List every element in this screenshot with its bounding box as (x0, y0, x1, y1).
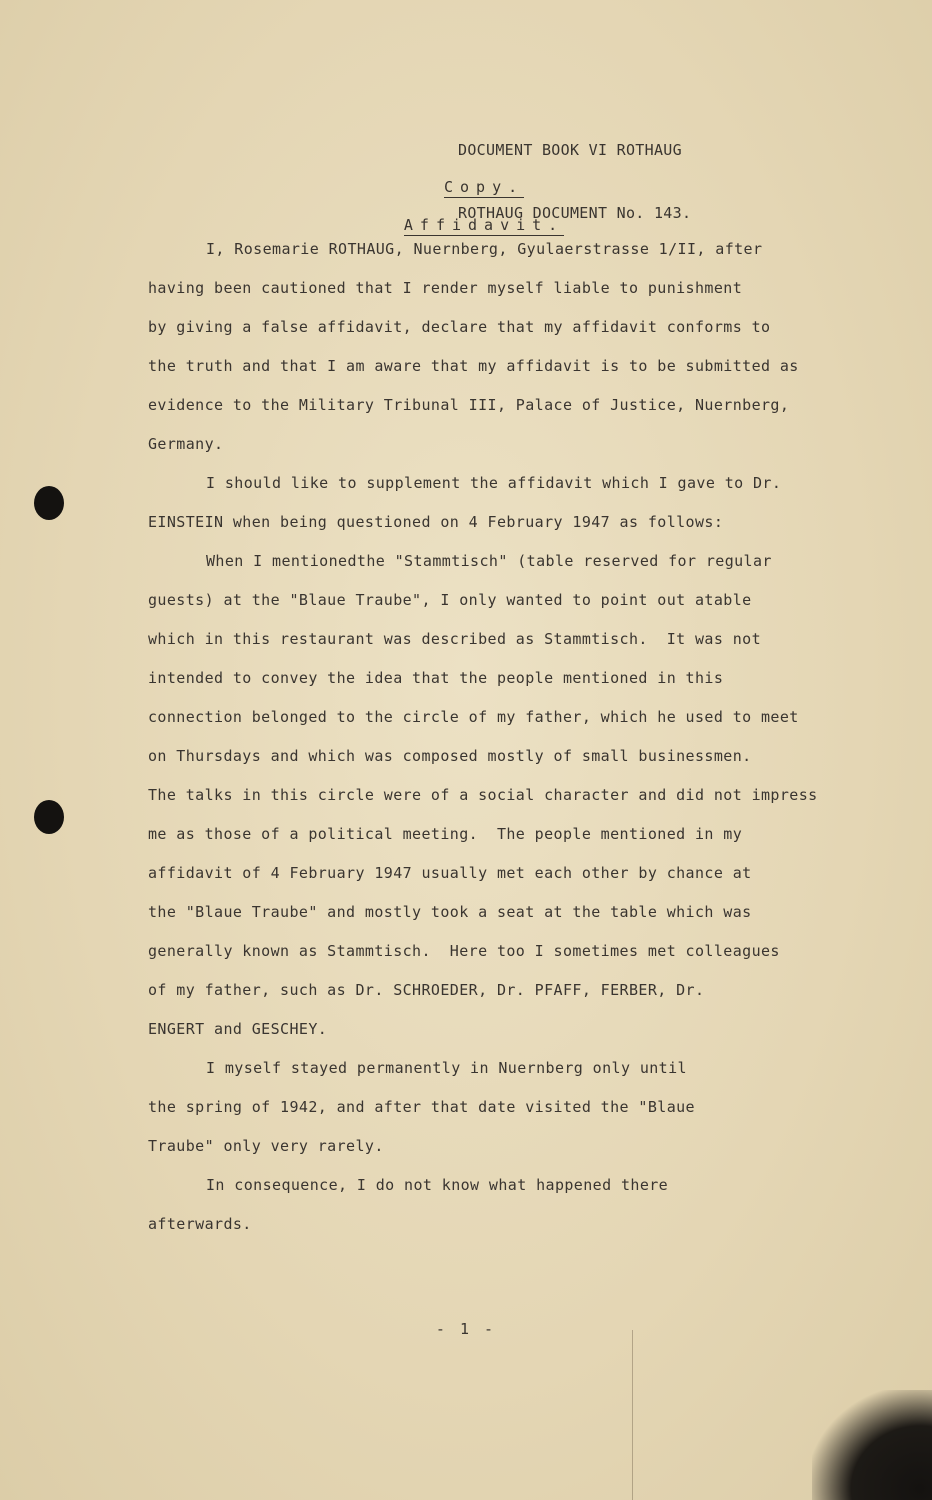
text-line: I, Rosemarie ROTHAUG, Nuernberg, Gyulaerstrasse 1/II, after (206, 240, 763, 258)
copy-label: Copy. (443, 178, 525, 196)
text-line: ENGERT and GESCHEY. (148, 1020, 328, 1038)
text-line: on Thursdays and which was composed mostly of small businessmen. (148, 747, 752, 765)
text-line: evidence to the Military Tribunal III, Palace of Justice, Nuernberg, (148, 396, 790, 414)
text-line: EINSTEIN when being questioned on 4 February 1947 as follows: (148, 513, 724, 531)
text-line: When I mentionedthe "Stammtisch" (table reserved for regular (206, 552, 772, 570)
text-line: I myself stayed permanently in Nuernberg only until (206, 1059, 687, 1077)
page-number: - 1 - (435, 1320, 497, 1338)
punch-hole-top (34, 486, 64, 520)
text-line: connection belonged to the circle of my father, which he used to meet (148, 708, 799, 726)
document-title: Affidavit. (403, 216, 565, 234)
punch-hole-bottom (34, 800, 64, 834)
text-line: intended to convey the idea that the people mentioned in this (148, 669, 724, 687)
text-line: me as those of a political meeting. The people mentioned in my (148, 825, 743, 843)
affidavit-body (148, 230, 848, 1244)
header-document-number: ROTHAUG DOCUMENT No. 143. (458, 204, 692, 222)
text-line: the "Blaue Traube" and mostly took a seat at the table which was (148, 903, 752, 921)
text-line: by giving a false affidavit, declare that my affidavit conforms to (148, 318, 771, 336)
text-line: In consequence, I do not know what happened there (206, 1176, 669, 1194)
text-line: which in this restaurant was described as Stammtisch. It was not (148, 630, 761, 648)
text-line: Germany. (148, 435, 224, 453)
paper-crease (632, 1330, 649, 1500)
corner-damage (812, 1390, 932, 1500)
text-line: Traube" only very rarely. (148, 1137, 384, 1155)
text-line: of my father, such as Dr. SCHROEDER, Dr. PFAFF, FERBER, Dr. (148, 981, 705, 999)
text-line: generally known as Stammtisch. Here too I sometimes met colleagues (148, 942, 780, 960)
text-line: afterwards. (148, 1215, 252, 1233)
text-line: I should like to supplement the affidavit which I gave to Dr. (206, 474, 782, 492)
header-book-line: DOCUMENT BOOK VI ROTHAUG (458, 141, 682, 159)
text-line: having been cautioned that I render myself liable to punishment (148, 279, 743, 297)
text-line: affidavit of 4 February 1947 usually met each other by chance at (148, 864, 752, 882)
text-line: guests) at the "Blaue Traube", I only wanted to point out atable (148, 591, 752, 609)
text-line: The talks in this circle were of a social character and did not impress (148, 786, 818, 804)
text-line: the spring of 1942, and after that date visited the "Blaue (148, 1098, 695, 1116)
text-line: the truth and that I am aware that my affidavit is to be submitted as (148, 357, 799, 375)
